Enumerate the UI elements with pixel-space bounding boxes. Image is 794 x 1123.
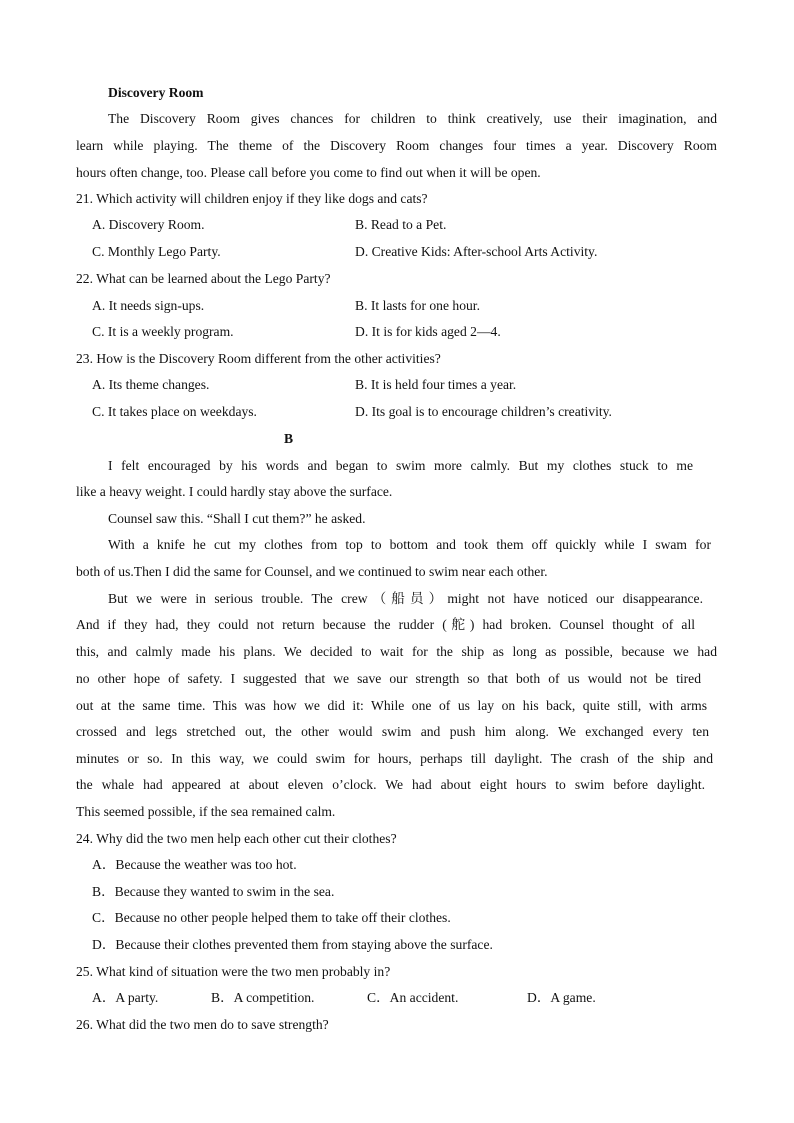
option-a: A. It needs sign-ups. (92, 298, 205, 313)
passage-line: both of us.Then I did the same for Counsel, and we continued to swim near each other. (76, 564, 548, 579)
option-b: B．Because they wanted to swim in the sea. (92, 884, 335, 899)
passage-line: Counsel saw this. “Shall I cut them?” he asked. (108, 511, 366, 526)
passage-line: like a heavy weight. I could hardly stay above the surface. (76, 484, 393, 499)
option-c: C. It is a weekly program. (92, 324, 234, 339)
question-stem: 24. Why did the two men help each other cut their clothes? (76, 831, 397, 846)
question-stem: 26. What did the two men do to save strength? (76, 1017, 329, 1032)
passage-line: I felt encouraged by his words and began to swim more calmly. But my clothes stuck to me (108, 458, 693, 473)
option-a: A．A party. (92, 990, 159, 1005)
option-c: C．An accident. (367, 990, 459, 1005)
question-stem: 23. How is the Discovery Room different from the other activities? (76, 351, 441, 366)
option-b: B. It lasts for one hour. (355, 298, 480, 313)
option-c: C. Monthly Lego Party. (92, 244, 221, 259)
option-d: D. Its goal is to encourage children’s creativity. (355, 404, 612, 419)
option-a: A．Because the weather was too hot. (92, 857, 297, 872)
option-a: A. Discovery Room. (92, 217, 205, 232)
section-heading: B (284, 431, 294, 446)
option-d: D. It is for kids aged 2—4. (355, 324, 501, 339)
option-b: B. Read to a Pet. (355, 217, 447, 232)
passage-line: With a knife he cut my clothes from top to bottom and took them off quickly while I swam for (108, 537, 711, 552)
option-c: C．Because no other people helped them to take off their clothes. (92, 910, 451, 925)
option-d: D．A game. (527, 990, 596, 1005)
paragraph-line: hours often change, too. Please call before you come to find out when it will be open. (76, 165, 541, 180)
option-d: D．Because their clothes prevented them from staying above the surface. (92, 937, 493, 952)
option-a: A. Its theme changes. (92, 377, 210, 392)
passage-line: And if they had, they could not return because the rudder (舵) had broken. Counsel thought of all (76, 617, 695, 632)
question-stem: 22. What can be learned about the Lego Party? (76, 271, 331, 286)
passage-line: no other hope of safety. I suggested that we save our strength so that both of us would not be tired (76, 671, 701, 686)
paragraph-line: learn while playing. The theme of the Discovery Room changes four times a year. Discovery Room (76, 138, 717, 153)
option-b: B. It is held four times a year. (355, 377, 517, 392)
option-b: B．A competition. (211, 990, 315, 1005)
passage-line: minutes or so. In this way, we could swim for hours, perhaps till daylight. The crash of the ship and (76, 751, 713, 766)
option-d: D. Creative Kids: After-school Arts Activity. (355, 244, 598, 259)
paragraph-line: The Discovery Room gives chances for children to think creatively, use their imagination, and (108, 111, 717, 126)
question-stem: 21. Which activity will children enjoy if they like dogs and cats? (76, 191, 428, 206)
passage-line: this, and calmly made his plans. We decided to wait for the ship as long as possible, because we had (76, 644, 717, 659)
passage-line: out at the same time. This was how we did it: While one of us lay on his back, quite still, with arms (76, 698, 707, 713)
passage-line: This seemed possible, if the sea remained calm. (76, 804, 336, 819)
option-c: C. It takes place on weekdays. (92, 404, 257, 419)
passage-line: the whale had appeared at about eleven o’clock. We had about eight hours to swim before daylight. (76, 777, 705, 792)
section-title: Discovery Room (108, 85, 204, 100)
passage-line: But we were in serious trouble. The crew（船员）might not have noticed our disappearance. (108, 591, 703, 606)
passage-line: crossed and legs stretched out, the other would swim and push him along. We exchanged every ten (76, 724, 709, 739)
question-stem: 25. What kind of situation were the two men probably in? (76, 964, 391, 979)
